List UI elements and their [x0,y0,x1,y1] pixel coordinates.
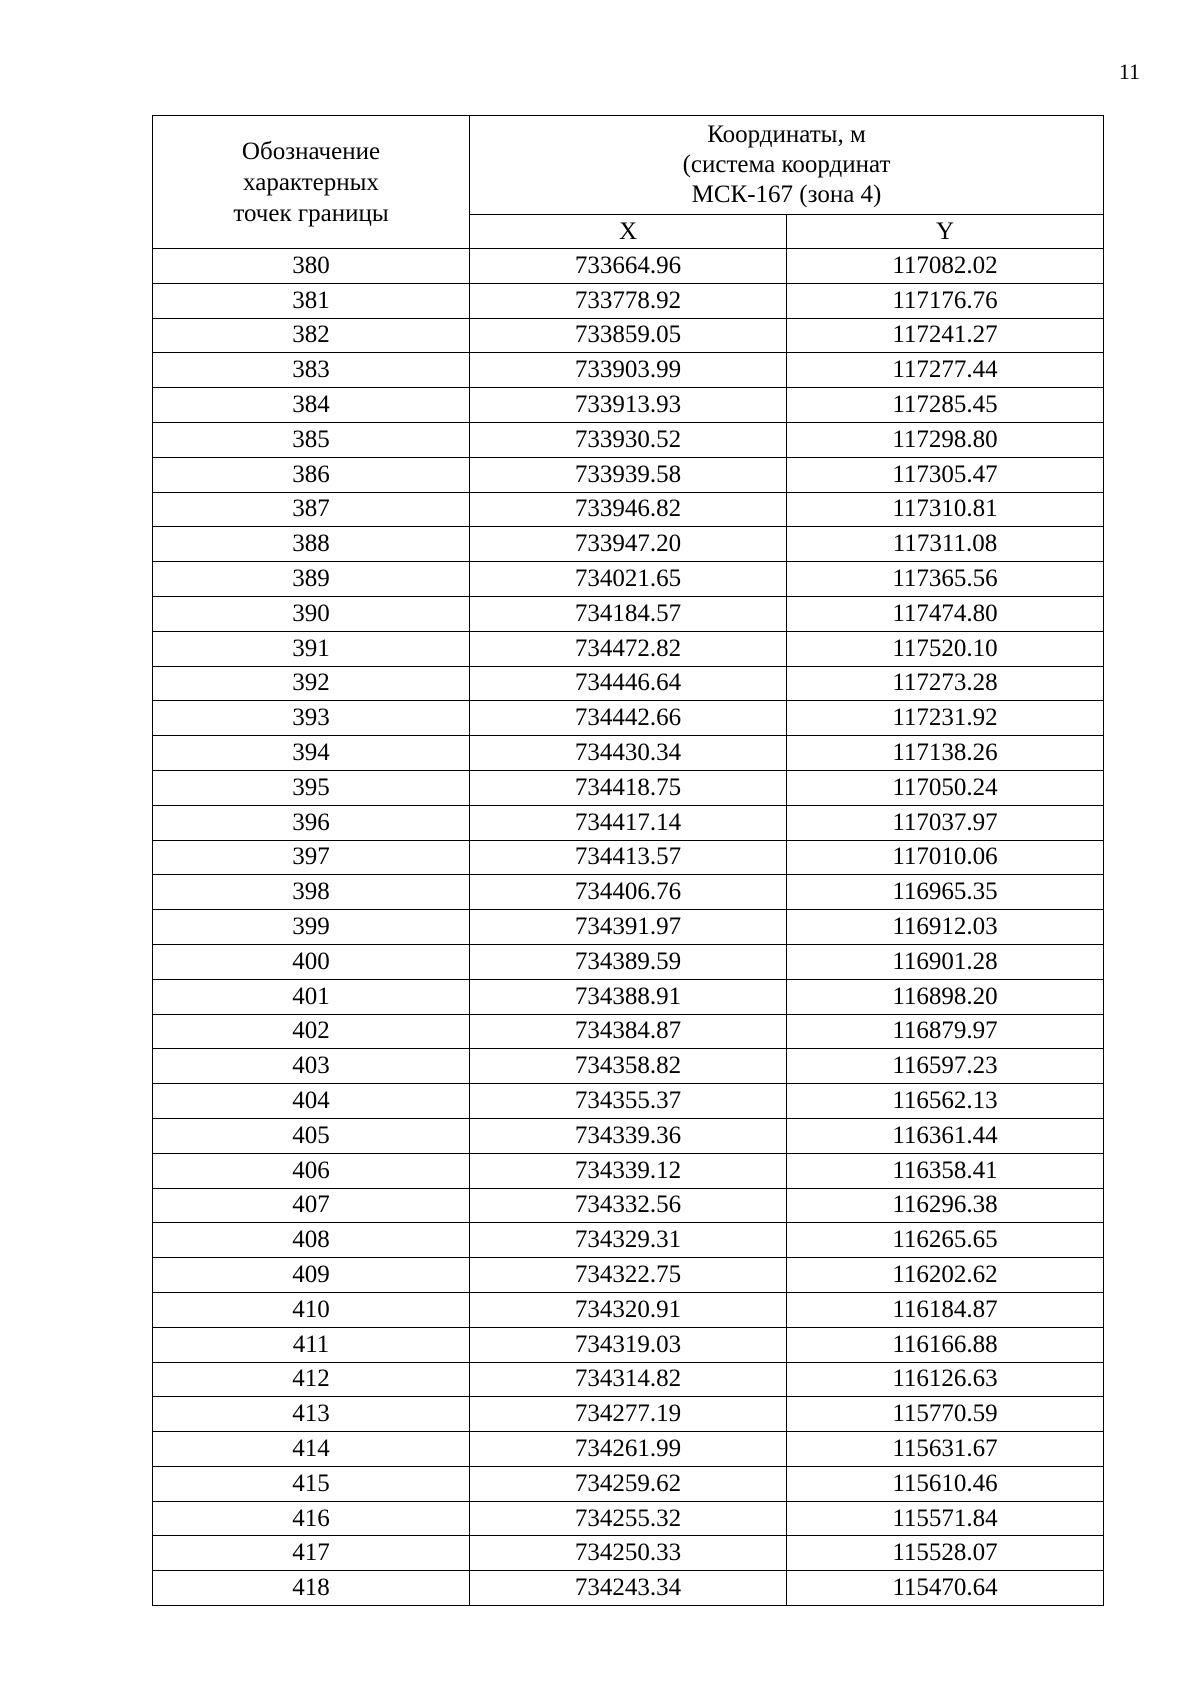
x-coordinate-cell: 733903.99 [470,353,787,388]
point-id-cell: 383 [153,353,470,388]
coords-header-line-2: (система координат [682,151,891,178]
point-id-cell: 414 [153,1432,470,1467]
point-designation-header [153,116,470,249]
table-row [153,1049,1104,1084]
y-coordinate-cell: 117298.80 [787,422,1104,457]
point-id-cell: 389 [153,562,470,597]
table-row [153,422,1104,457]
x-coordinate-cell: 734339.12 [470,1153,787,1188]
x-coordinate-cell: 734355.37 [470,1084,787,1119]
y-coordinate-cell: 115571.84 [787,1501,1104,1536]
y-coordinate-cell: 117311.08 [787,527,1104,562]
y-coordinate-cell: 116358.41 [787,1153,1104,1188]
table-row [153,1327,1104,1362]
point-id-cell: 401 [153,979,470,1014]
table-row [153,770,1104,805]
table-row [153,318,1104,353]
table-row [153,736,1104,771]
table-row [153,805,1104,840]
table-row [153,631,1104,666]
table-row [153,283,1104,318]
point-id-cell: 416 [153,1501,470,1536]
y-coordinate-cell: 117037.97 [787,805,1104,840]
point-id-cell: 412 [153,1362,470,1397]
point-id-cell: 410 [153,1292,470,1327]
x-coordinate-cell: 734384.87 [470,1014,787,1049]
point-id-cell: 382 [153,318,470,353]
table-row [153,1362,1104,1397]
point-id-cell: 387 [153,492,470,527]
x-coordinate-cell: 734472.82 [470,631,787,666]
y-coordinate-cell: 115610.46 [787,1466,1104,1501]
table-row [153,1432,1104,1467]
x-coordinate-cell: 734417.14 [470,805,787,840]
table-row [153,562,1104,597]
table-row [153,1466,1104,1501]
point-id-cell: 386 [153,457,470,492]
table-row [153,1118,1104,1153]
x-coordinate-cell: 734250.33 [470,1536,787,1571]
y-coordinate-cell: 116184.87 [787,1292,1104,1327]
x-coordinate-cell: 733913.93 [470,388,787,423]
table-row [153,353,1104,388]
y-coordinate-cell: 116879.97 [787,1014,1104,1049]
table-row [153,527,1104,562]
y-coordinate-cell: 117241.27 [787,318,1104,353]
x-coordinate-cell: 734391.97 [470,910,787,945]
x-coordinate-cell: 734243.34 [470,1571,787,1606]
point-id-cell: 393 [153,701,470,736]
y-coordinate-cell: 116597.23 [787,1049,1104,1084]
x-coordinate-cell: 734322.75 [470,1258,787,1293]
point-id-cell: 405 [153,1118,470,1153]
point-id-cell: 402 [153,1014,470,1049]
y-coordinate-cell: 117176.76 [787,283,1104,318]
table-row [153,944,1104,979]
y-coordinate-cell: 116361.44 [787,1118,1104,1153]
x-coordinate-cell: 734446.64 [470,666,787,701]
table-row [153,1501,1104,1536]
point-id-cell: 413 [153,1397,470,1432]
point-id-cell: 391 [153,631,470,666]
point-id-cell: 404 [153,1084,470,1119]
y-coordinate-cell: 117305.47 [787,457,1104,492]
page-number: 11 [1118,59,1140,84]
coordinates-group-header [470,116,1104,215]
y-coordinate-cell: 117273.28 [787,666,1104,701]
y-coordinate-cell: 116562.13 [787,1084,1104,1119]
table-row [153,1014,1104,1049]
x-coordinate-cell: 734418.75 [470,770,787,805]
y-coordinate-cell: 117231.92 [787,701,1104,736]
point-id-cell: 417 [153,1536,470,1571]
point-id-cell: 381 [153,283,470,318]
table-row [153,1258,1104,1293]
x-coordinate-cell: 734277.19 [470,1397,787,1432]
x-coordinate-cell: 734358.82 [470,1049,787,1084]
point-id-cell: 385 [153,422,470,457]
x-coordinate-cell: 733778.92 [470,283,787,318]
y-column-header: Y [787,215,1104,249]
y-coordinate-cell: 116898.20 [787,979,1104,1014]
table-row [153,1571,1104,1606]
point-header-line-3: точек границы [233,199,389,227]
table-row [153,840,1104,875]
table-row [153,1223,1104,1258]
x-coordinate-cell: 734314.82 [470,1362,787,1397]
x-coordinate-cell: 733939.58 [470,457,787,492]
point-id-cell: 399 [153,910,470,945]
x-coordinate-cell: 733859.05 [470,318,787,353]
table-row [153,666,1104,701]
point-id-cell: 407 [153,1188,470,1223]
point-id-cell: 408 [153,1223,470,1258]
point-id-cell: 406 [153,1153,470,1188]
point-id-cell: 400 [153,944,470,979]
point-id-cell: 418 [153,1571,470,1606]
table-row [153,1153,1104,1188]
table-row [153,1084,1104,1119]
x-column-header: X [470,215,787,249]
table-row [153,910,1104,945]
y-coordinate-cell: 116965.35 [787,875,1104,910]
x-coordinate-cell: 734413.57 [470,840,787,875]
x-coordinate-cell: 734319.03 [470,1327,787,1362]
coords-header-line-1: Координаты, м [707,121,866,148]
point-id-cell: 409 [153,1258,470,1293]
x-coordinate-cell: 733930.52 [470,422,787,457]
y-coordinate-cell: 117010.06 [787,840,1104,875]
x-coordinate-cell: 734320.91 [470,1292,787,1327]
x-coordinate-cell: 734261.99 [470,1432,787,1467]
x-coordinate-cell: 734389.59 [470,944,787,979]
y-coordinate-cell: 117277.44 [787,353,1104,388]
point-id-cell: 396 [153,805,470,840]
table-row [153,875,1104,910]
point-id-cell: 388 [153,527,470,562]
point-id-cell: 394 [153,736,470,771]
point-id-cell: 384 [153,388,470,423]
table-row [153,1397,1104,1432]
table-row [153,388,1104,423]
point-id-cell: 398 [153,875,470,910]
coords-header-line-3: МСК-167 (зона 4) [691,181,882,208]
y-coordinate-cell: 116126.63 [787,1362,1104,1397]
point-id-cell: 392 [153,666,470,701]
y-coordinate-cell: 117520.10 [787,631,1104,666]
y-coordinate-cell: 117285.45 [787,388,1104,423]
y-coordinate-cell: 116901.28 [787,944,1104,979]
point-id-cell: 390 [153,596,470,631]
x-coordinate-cell: 734388.91 [470,979,787,1014]
x-coordinate-cell: 734442.66 [470,701,787,736]
y-coordinate-cell: 116166.88 [787,1327,1104,1362]
point-id-cell: 411 [153,1327,470,1362]
y-coordinate-cell: 115528.07 [787,1536,1104,1571]
y-coordinate-cell: 116912.03 [787,910,1104,945]
table-row [153,1536,1104,1571]
point-id-cell: 395 [153,770,470,805]
table-row [153,979,1104,1014]
x-coordinate-cell: 734255.32 [470,1501,787,1536]
x-coordinate-cell: 734430.34 [470,736,787,771]
point-id-cell: 380 [153,249,470,284]
x-coordinate-cell: 734329.31 [470,1223,787,1258]
table-row [153,701,1104,736]
x-coordinate-cell: 733946.82 [470,492,787,527]
y-coordinate-cell: 115770.59 [787,1397,1104,1432]
table-row [153,596,1104,631]
y-coordinate-cell: 117474.80 [787,596,1104,631]
x-coordinate-cell: 734339.36 [470,1118,787,1153]
y-coordinate-cell: 117365.56 [787,562,1104,597]
x-coordinate-cell: 734021.65 [470,562,787,597]
table-row [153,457,1104,492]
y-coordinate-cell: 117050.24 [787,770,1104,805]
table-row [153,249,1104,284]
y-coordinate-cell: 115631.67 [787,1432,1104,1467]
x-coordinate-cell: 734406.76 [470,875,787,910]
coordinates-table [152,115,1104,1606]
point-id-cell: 415 [153,1466,470,1501]
x-coordinate-cell: 733947.20 [470,527,787,562]
x-coordinate-cell: 734184.57 [470,596,787,631]
table-row [153,492,1104,527]
y-coordinate-cell: 117082.02 [787,249,1104,284]
point-header-line-1: Обозначение [241,137,381,165]
y-coordinate-cell: 116296.38 [787,1188,1104,1223]
table-row [153,1188,1104,1223]
x-coordinate-cell: 734332.56 [470,1188,787,1223]
x-coordinate-cell: 733664.96 [470,249,787,284]
point-id-cell: 397 [153,840,470,875]
y-coordinate-cell: 116202.62 [787,1258,1104,1293]
y-coordinate-cell: 117138.26 [787,736,1104,771]
y-coordinate-cell: 117310.81 [787,492,1104,527]
x-coordinate-cell: 734259.62 [470,1466,787,1501]
point-header-line-2: характерных [243,168,379,196]
table-row [153,1292,1104,1327]
y-coordinate-cell: 115470.64 [787,1571,1104,1606]
coordinates-table-body [153,249,1104,1606]
point-id-cell: 403 [153,1049,470,1084]
y-coordinate-cell: 116265.65 [787,1223,1104,1258]
